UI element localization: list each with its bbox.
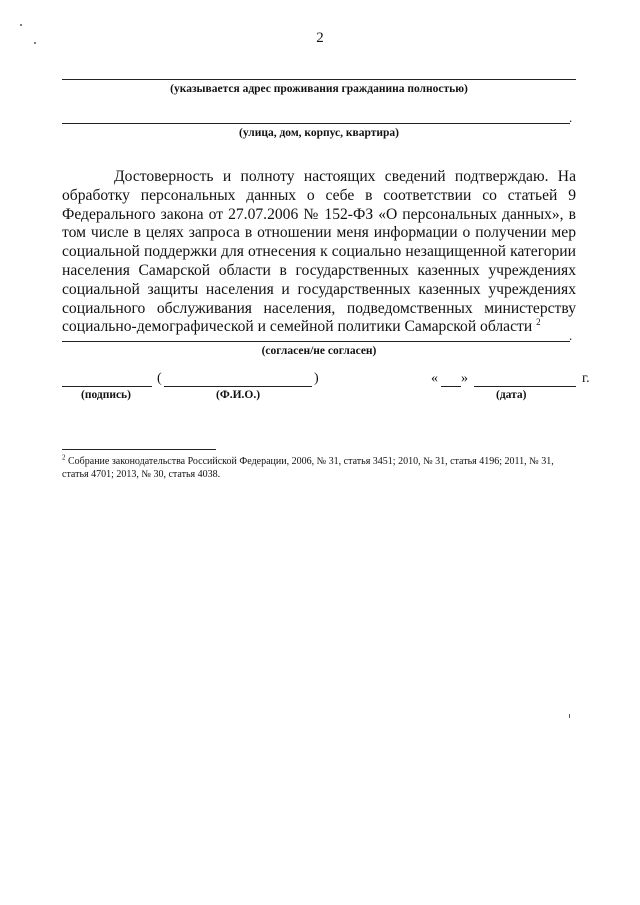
footnote-separator (62, 449, 216, 450)
scan-speck (34, 42, 36, 44)
consent-statement (62, 168, 576, 337)
name-close-paren: ) (314, 371, 319, 386)
date-line[interactable] (474, 386, 576, 387)
signature-line[interactable] (62, 386, 152, 387)
scan-speck (569, 714, 570, 718)
consent-line[interactable] (62, 341, 570, 342)
address-full-caption: (указывается адрес проживания гражданина полностью) (170, 83, 468, 95)
full-name-label: (Ф.И.О.) (216, 389, 261, 401)
footnote-text: Собрание законодательства Российской Федерации, 2006, № 31, статья 3451; 2010, № 31, статья 4196; 2011, № 31, статья 4701; 2013, № 30, статья 4038. (62, 456, 554, 480)
scan-speck (20, 24, 22, 26)
consent-caption: (согласен/не согласен) (261, 345, 377, 357)
footnote (62, 455, 572, 481)
full-name-line[interactable] (164, 386, 312, 387)
consent-trailing: . (569, 328, 573, 343)
page-number: 2 (316, 30, 324, 46)
address-street-line[interactable] (62, 123, 570, 124)
day-close-quote: » (461, 371, 468, 386)
address-full-line[interactable] (62, 79, 576, 80)
day-line[interactable] (441, 386, 461, 387)
name-open-paren: ( (157, 371, 162, 386)
footnote-marker: 2 (62, 453, 66, 462)
footnote-reference: 2 (536, 317, 541, 328)
date-label: (дата) (496, 389, 527, 401)
address-street-trailing: . (569, 110, 573, 125)
year-suffix: г. (582, 371, 590, 386)
address-street-caption: (улица, дом, корпус, квартира) (238, 127, 399, 139)
consent-statement-text: Достоверность и полноту настоящих сведений подтверждаю. На обработку персональных данных о себе в соответствии со статьей 9 Федерального закона от 27.07.2006 № 152-ФЗ «О персональных данных», в том числе в целях запроса в отношении меня информации о получении мер социальной поддержки для отнесения к социально незащищенной категории населения Самарской области в государственных казенных учреждениях социальной защиты населения и государственных казенных учреждениях социального обслуживания населения, подведомственных министерству социально-демографической и семейной политики Самарской области (62, 168, 576, 336)
signature-label: (подпись) (81, 389, 131, 401)
day-open-quote: « (431, 371, 438, 386)
